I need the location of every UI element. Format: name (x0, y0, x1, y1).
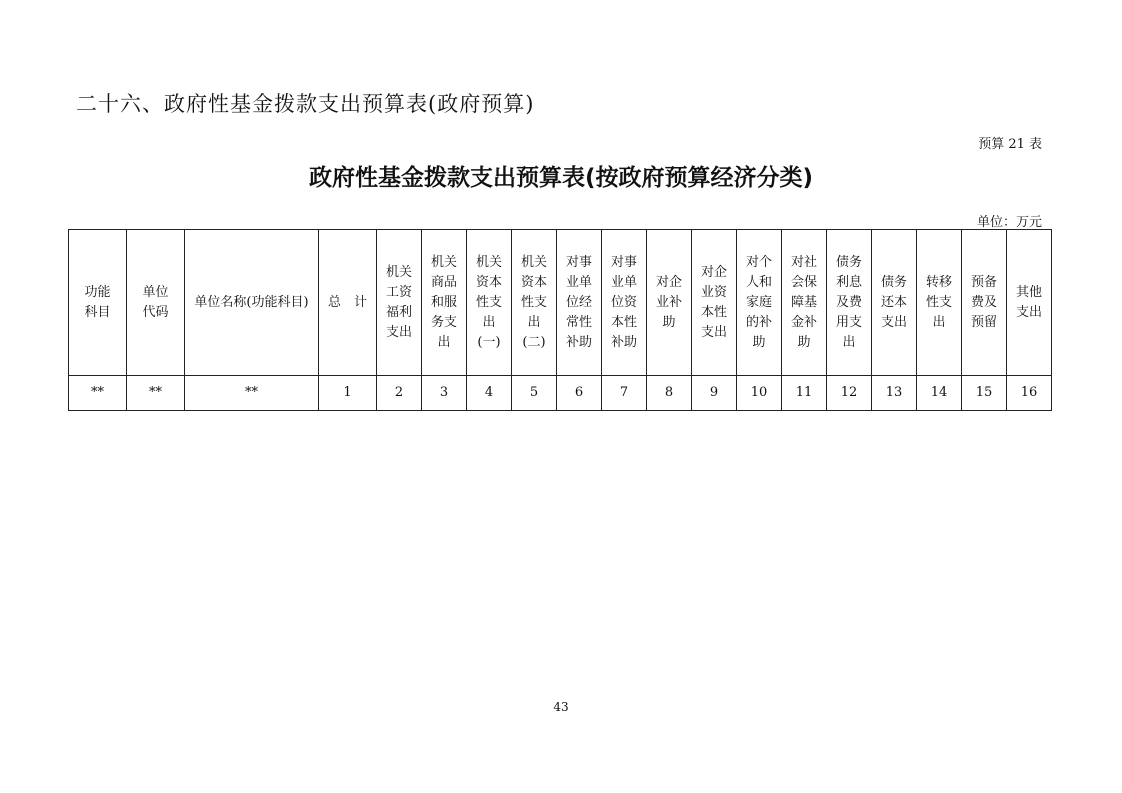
header-cell: 对个人和家庭的补助 (737, 230, 782, 376)
header-cell: 单位代码 (127, 230, 185, 376)
header-cell: 对企业补助 (647, 230, 692, 376)
table-cell: 13 (872, 376, 917, 411)
table-cell: 5 (512, 376, 557, 411)
section-heading: 二十六、政府性基金拨款支出预算表(政府预算) (76, 92, 535, 116)
table-cell: ** (69, 376, 127, 411)
page-number: 43 (553, 700, 569, 714)
table-title: 政府性基金拨款支出预算表(按政府预算经济分类) (308, 165, 814, 191)
table-cell: 4 (467, 376, 512, 411)
table-cell: ** (185, 376, 319, 411)
table-cell: 8 (647, 376, 692, 411)
header-cell: 对企业资本性支出 (692, 230, 737, 376)
unit-label: 单位：万元 (976, 215, 1042, 230)
header-cell: 对事业单位资本性补助 (602, 230, 647, 376)
header-cell: 债务还本支出 (872, 230, 917, 376)
table-cell: 11 (782, 376, 827, 411)
header-cell: 其他支出 (1007, 230, 1052, 376)
header-cell: 机关资本性支出(二) (512, 230, 557, 376)
table-cell: 15 (962, 376, 1007, 411)
header-cell: 总 计 (319, 230, 377, 376)
table-cell: ** (127, 376, 185, 411)
table-cell: 16 (1007, 376, 1052, 411)
table-cell: 10 (737, 376, 782, 411)
table-cell: 12 (827, 376, 872, 411)
header-cell: 单位名称(功能科目) (185, 230, 319, 376)
table-cell: 2 (377, 376, 422, 411)
header-cell: 债务利息及费用支出 (827, 230, 872, 376)
header-cell: 对事业单位经常性补助 (557, 230, 602, 376)
header-cell: 转移性支出 (917, 230, 962, 376)
budget-table (68, 229, 1052, 411)
table-cell: 6 (557, 376, 602, 411)
table-cell: 1 (319, 376, 377, 411)
header-cell: 功能科目 (69, 230, 127, 376)
table-cell: 7 (602, 376, 647, 411)
table-cell: 3 (422, 376, 467, 411)
header-cell: 机关商品和服务支出 (422, 230, 467, 376)
header-cell: 机关资本性支出(一) (467, 230, 512, 376)
header-row (69, 230, 1052, 376)
table-cell: 14 (917, 376, 962, 411)
table-cell: 9 (692, 376, 737, 411)
table-row (69, 376, 1052, 411)
header-cell: 对社会保障基金补助 (782, 230, 827, 376)
header-cell: 机关工资福利支出 (377, 230, 422, 376)
header-cell: 预备费及预留 (962, 230, 1007, 376)
table-number: 预算 21 表 (978, 137, 1042, 152)
